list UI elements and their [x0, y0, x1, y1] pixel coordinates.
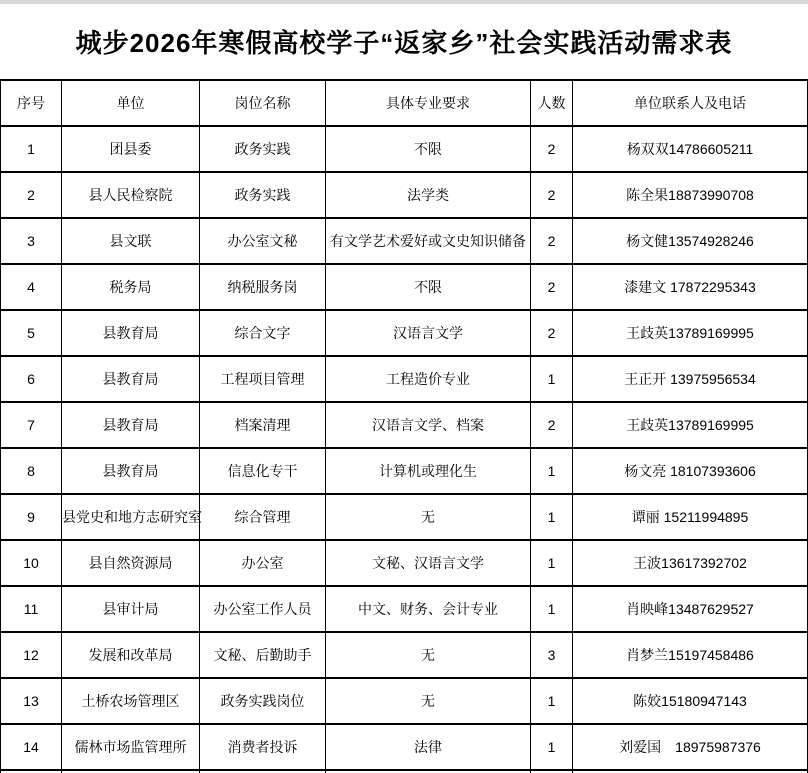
table-cell: 消费者投诉	[200, 724, 326, 770]
table-cell: 信息化专干	[200, 448, 326, 494]
table-cell: 文秘、后勤助手	[200, 632, 326, 678]
table-cell: 王波13617392702	[573, 540, 808, 586]
table-row	[1, 586, 808, 632]
table-cell: 发展和改革局	[62, 632, 200, 678]
table-row	[1, 310, 808, 356]
table-cell: 2	[531, 172, 573, 218]
table-cell: 2	[531, 126, 573, 172]
table-cell: 政务实践	[200, 126, 326, 172]
table-cell: 不限	[326, 264, 531, 310]
table-cell: 1	[531, 586, 573, 632]
column-header: 岗位名称	[200, 80, 326, 126]
table-cell: 王歧英13789169995	[573, 310, 808, 356]
column-header: 具体专业要求	[326, 80, 531, 126]
table-cell: 儒林市场监管理所	[62, 724, 200, 770]
table-cell: 13	[1, 678, 62, 724]
table-cell: 8	[1, 448, 62, 494]
column-header: 单位	[62, 80, 200, 126]
table-cell: 法律	[326, 724, 531, 770]
table-cell: 2	[531, 218, 573, 264]
table-cell: 无	[326, 678, 531, 724]
table-cell: 11	[1, 586, 62, 632]
table-cell: 县教育局	[62, 356, 200, 402]
table-cell: 肖映峰13487629527	[573, 586, 808, 632]
table-cell: 谭丽 15211994895	[573, 494, 808, 540]
table-cell: 无	[326, 632, 531, 678]
table-row	[1, 448, 808, 494]
table-cell: 无	[326, 494, 531, 540]
table-cell: 汉语言文学、档案	[326, 402, 531, 448]
table-cell: 税务局	[62, 264, 200, 310]
table-cell: 汉语言文学	[326, 310, 531, 356]
page-title: 城步2026年寒假高校学子“返家乡”社会实践活动需求表	[75, 28, 733, 58]
table-cell: 法学类	[326, 172, 531, 218]
table-cell: 刘爱国 18975987376	[573, 724, 808, 770]
table-cell: 王歧英13789169995	[573, 402, 808, 448]
table-cell: 14	[1, 724, 62, 770]
table-cell: 肖梦兰15197458486	[573, 632, 808, 678]
table-cell: 漆建文 17872295343	[573, 264, 808, 310]
table-body	[1, 126, 808, 773]
table-cell: 县审计局	[62, 586, 200, 632]
column-header: 人数	[531, 80, 573, 126]
table-cell: 办公室工作人员	[200, 586, 326, 632]
table-row	[1, 126, 808, 172]
table-cell: 县文联	[62, 218, 200, 264]
table-cell: 档案清理	[200, 402, 326, 448]
table-cell: 2	[531, 402, 573, 448]
table-cell: 10	[1, 540, 62, 586]
table-cell: 1	[531, 678, 573, 724]
table-cell: 1	[531, 448, 573, 494]
table-row	[1, 356, 808, 402]
table-cell: 3	[1, 218, 62, 264]
table-cell: 政务实践	[200, 172, 326, 218]
table-cell: 杨双双14786605211	[573, 126, 808, 172]
table-row	[1, 402, 808, 448]
table-cell: 5	[1, 310, 62, 356]
table-cell: 县人民检察院	[62, 172, 200, 218]
column-header: 单位联系人及电话	[573, 80, 808, 126]
table-cell: 1	[531, 494, 573, 540]
table-cell: 2	[531, 264, 573, 310]
table-cell: 县党史和地方志研究室	[62, 494, 200, 540]
table-cell: 综合管理	[200, 494, 326, 540]
table-cell: 办公室	[200, 540, 326, 586]
demand-table	[0, 79, 808, 773]
table-row	[1, 264, 808, 310]
table-cell: 计算机或理化生	[326, 448, 531, 494]
table-cell: 陈全果18873990708	[573, 172, 808, 218]
table-cell: 土桥农场管理区	[62, 678, 200, 724]
table-cell: 工程项目管理	[200, 356, 326, 402]
table-cell: 团县委	[62, 126, 200, 172]
table-cell: 陈姣15180947143	[573, 678, 808, 724]
table-row	[1, 724, 808, 770]
table-row	[1, 218, 808, 264]
table-cell: 6	[1, 356, 62, 402]
table-cell: 2	[531, 310, 573, 356]
table-row	[1, 494, 808, 540]
table-cell: 4	[1, 264, 62, 310]
table-cell: 县教育局	[62, 310, 200, 356]
table-row	[1, 632, 808, 678]
table-cell: 1	[1, 126, 62, 172]
table-cell: 1	[531, 540, 573, 586]
table-cell: 1	[531, 724, 573, 770]
table-cell: 文秘、汉语言文学	[326, 540, 531, 586]
table-cell: 12	[1, 632, 62, 678]
table-cell: 王正开 13975956534	[573, 356, 808, 402]
table-cell: 办公室文秘	[200, 218, 326, 264]
table-cell: 政务实践岗位	[200, 678, 326, 724]
table-cell: 9	[1, 494, 62, 540]
table-cell: 县教育局	[62, 402, 200, 448]
table-cell: 3	[531, 632, 573, 678]
table-cell: 7	[1, 402, 62, 448]
table-cell: 纳税服务岗	[200, 264, 326, 310]
header-row	[1, 80, 808, 126]
table-cell: 中文、财务、会计专业	[326, 586, 531, 632]
table-cell: 杨文健13574928246	[573, 218, 808, 264]
column-header: 序号	[1, 80, 62, 126]
table-row	[1, 678, 808, 724]
table-row	[1, 540, 808, 586]
table-cell: 县教育局	[62, 448, 200, 494]
table-cell: 1	[531, 356, 573, 402]
table-cell: 2	[1, 172, 62, 218]
table-row	[1, 172, 808, 218]
table-cell: 工程造价专业	[326, 356, 531, 402]
table-cell: 有文学艺术爱好或文史知识储备	[326, 218, 531, 264]
table-cell: 综合文字	[200, 310, 326, 356]
table-cell: 杨文亮 18107393606	[573, 448, 808, 494]
table-cell: 不限	[326, 126, 531, 172]
table-cell: 县自然资源局	[62, 540, 200, 586]
